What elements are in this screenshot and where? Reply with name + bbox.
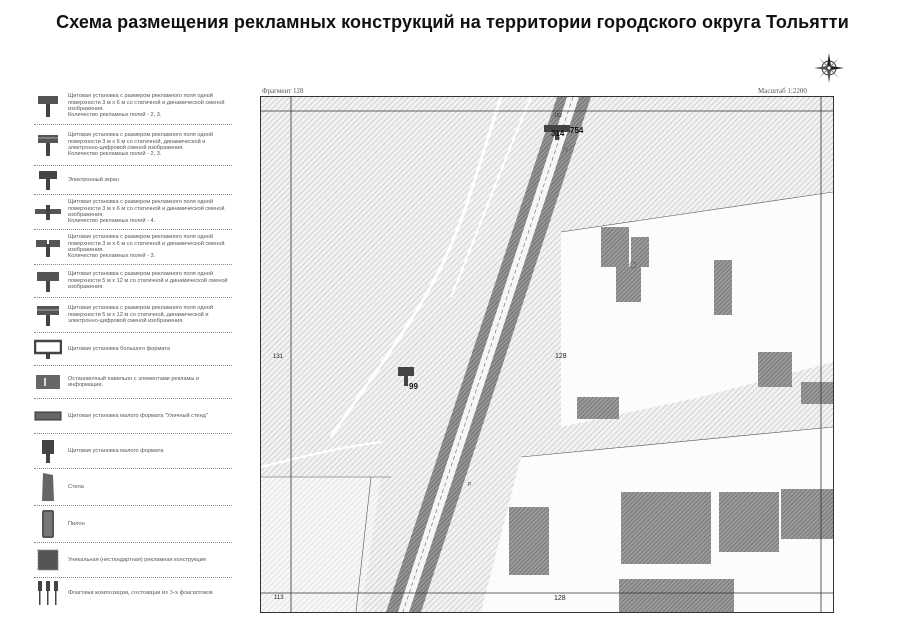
legend [34, 88, 232, 608]
legend-item-label: Щитовая установка с размером рекламного поля одной поверхности 5 м х 12 м со статичной, динамической и электронно-цифровой сменой изображения. [68, 305, 213, 325]
page-title: Схема размещения рекламных конструкций на территории городского округа Тольятти [56, 12, 849, 32]
small-format-billboard-icon [36, 437, 60, 465]
legend-item [34, 578, 232, 608]
compass-rose-icon [813, 52, 845, 84]
bus-stop-pavilion-icon [34, 372, 62, 392]
billboard-3x6-icon [35, 93, 61, 119]
legend-item-label: Пилон [68, 520, 85, 527]
top-small-label: 152 [554, 113, 563, 119]
legend-item-label: Щитовая установка с размером рекламного поля одной поверхности 3 м х 6 м со статичной и динамической сменой изображения. Количество рекламных полей - 4. [68, 199, 225, 225]
legend-item [34, 333, 232, 366]
legend-item-label: Остановочный павильон с элементами рекламы и информации. [68, 375, 200, 388]
legend-item-label: Щитовая установка большого формата [68, 345, 170, 352]
fragment-label: Фрагмент 128 [262, 87, 304, 95]
legend-item [34, 399, 232, 434]
legend-item-label: Щитовая установка малого формата "Уличный стенд" [68, 412, 208, 419]
legend-item-label: Электронный экран [68, 176, 119, 183]
map-canvas [261, 97, 833, 612]
legend-item-label: Флаговая композиция, состоящая из 3-х флагштоков [68, 589, 213, 597]
map-area[interactable] [260, 96, 834, 613]
legend-item [34, 366, 232, 399]
legend-item [34, 166, 232, 195]
electronic-screen-icon [35, 168, 61, 192]
scale-label: Масштаб 1:2200 [758, 87, 807, 95]
billboard-3-fields-icon [34, 236, 62, 258]
legend-item-label: Щитовая установка малого формата [68, 447, 164, 454]
legend-item [34, 469, 232, 506]
large-format-billboard-icon [34, 337, 62, 361]
legend-item [34, 543, 232, 578]
billboard-5x12-digital-icon [35, 303, 61, 327]
legend-item [34, 230, 232, 265]
legend-item-label: Щитовая установка с размером рекламного поля одной поверхности 3 м х 6 м со статичной, динамической и электронно-цифровой сменой изображения. Количество рекламных полей - 2, 3. [68, 132, 213, 158]
billboard-3x6-digital-icon [35, 132, 61, 158]
bottom-left-label: 113 [274, 595, 284, 601]
quarter-label-main: 128 [555, 353, 567, 360]
marker-label-314: 314 [551, 129, 565, 138]
marker-label-754: 754 [570, 126, 584, 135]
legend-item-label: Щитовая установка с размером рекламного поля одной поверхности 3 м х 6 м со статичной и динамической сменой изображения. Количество рекламных полей - 3. [68, 234, 225, 260]
legend-item [34, 125, 232, 166]
small-format-street-stand-icon [34, 408, 62, 424]
billboard-5x12-icon [35, 269, 61, 293]
small-label-p: Р [468, 482, 472, 488]
marker-label-99: 99 [409, 382, 418, 391]
flag-composition-icon [35, 579, 61, 607]
pylon-icon [36, 508, 60, 540]
legend-item [34, 88, 232, 125]
left-label: 131 [273, 354, 284, 360]
legend-item [34, 265, 232, 298]
legend-item [34, 506, 232, 543]
legend-item-label: Уникальная (нестандартная) рекламная конструкция [68, 556, 206, 563]
stele-icon [36, 471, 60, 503]
quarter-label-bottom: 128 [554, 595, 566, 602]
legend-item [34, 298, 232, 333]
legend-item-label: Щитовая установка с размером рекламного поля одной поверхности 3 м х 6 м со статичной и динамической сменой изображения. Количество рекламных полей - 2, 3. [68, 93, 225, 119]
billboard-4-fields-icon [34, 202, 62, 222]
legend-item-label: Щитовая установка с размером рекламного поля одной поверхности 5 м х 12 м со статичной и динамической сменой изображения. [68, 271, 228, 291]
unique-construction-icon [35, 547, 61, 573]
legend-item-label: Стела [68, 483, 84, 490]
legend-item [34, 434, 232, 469]
legend-item [34, 195, 232, 230]
